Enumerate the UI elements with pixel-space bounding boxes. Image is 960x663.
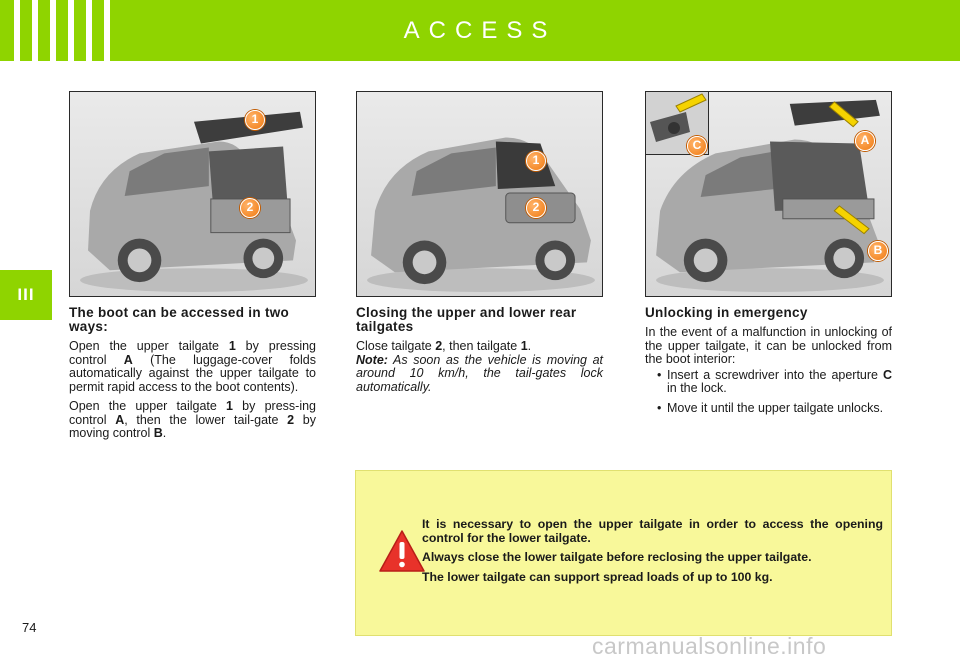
ref-label: 1 xyxy=(228,339,236,353)
ref-label: A xyxy=(115,412,125,427)
text-run: . xyxy=(162,426,167,440)
warning-line: Always close the lower tailgate before reclosing the upper tailgate. xyxy=(422,550,812,564)
text-run: Open the upper tailgate xyxy=(69,399,227,413)
text-run: Insert a screwdriver into the aperture xyxy=(667,367,883,382)
page-title: ACCESS xyxy=(403,17,557,44)
ref-label: 1 xyxy=(226,399,233,413)
ref-label: C xyxy=(882,367,892,382)
car-closed-tailgates-image xyxy=(356,91,603,297)
list-item: • Move it until the upper tailgate unlocks. xyxy=(657,402,892,416)
paragraph xyxy=(69,340,316,394)
warning-line: It is necessary to open the upper tailgate in order to access the opening control for the lower tailgate. xyxy=(422,517,883,545)
section-heading: Unlocking in emergency xyxy=(645,305,808,320)
text-run: by pressing control xyxy=(69,339,316,367)
text-run: , then tailgate xyxy=(442,339,521,353)
watermark: carmanualsonline.info xyxy=(592,633,827,659)
chapter-tab: III xyxy=(0,270,52,320)
callout-badge: B xyxy=(868,241,888,261)
callout-badge: C xyxy=(687,136,707,156)
ref-label: A xyxy=(123,352,133,367)
emergency-unlock-section xyxy=(645,306,892,421)
ref-label: 1 xyxy=(520,339,528,353)
text-run: by press-ing control xyxy=(69,399,316,427)
text-run: , then the lower tail-gate xyxy=(124,412,288,427)
ref-label: 2 xyxy=(435,339,443,353)
warning-box xyxy=(355,470,892,636)
instruction-list xyxy=(657,369,892,416)
ref-label: 2 xyxy=(287,412,295,427)
text-run: . xyxy=(527,339,532,353)
text-run: by moving control xyxy=(69,412,316,440)
car-open-upper-tailgate-image xyxy=(69,91,316,297)
text-run: Open the upper tailgate xyxy=(69,339,229,353)
paragraph: In the event of a malfunction in unlocking of the upper tailgate, it can be unlocked from the boot interior: xyxy=(645,325,892,366)
callout-badge: 2 xyxy=(526,198,546,218)
paragraph xyxy=(69,400,316,441)
callout-badge: 2 xyxy=(240,198,260,218)
warning-text xyxy=(422,518,883,590)
warning-triangle-icon xyxy=(378,529,426,573)
note-label: Note: xyxy=(356,352,388,367)
paragraph xyxy=(356,340,603,354)
note-paragraph xyxy=(356,354,603,395)
section-heading: The boot can be accessed in two ways: xyxy=(69,305,290,334)
ref-label: B xyxy=(153,426,163,440)
callout-badge: 1 xyxy=(526,151,546,171)
section-header xyxy=(0,0,960,61)
closing-tailgates-section xyxy=(356,306,603,400)
section-heading: Closing the upper and lower rear tailgates xyxy=(356,305,577,334)
callout-badge: A xyxy=(855,131,875,151)
text-run: (The luggage-cover folds automatically against the upper tailgate to permit rapid access to the boot contents). xyxy=(69,352,316,394)
warning-line: The lower tailgate can support spread loads of up to 100 kg. xyxy=(422,569,773,584)
page-number: 74 xyxy=(22,620,37,635)
list-item xyxy=(657,369,892,396)
text-run: Close tailgate xyxy=(356,339,436,353)
text-run: As soon as the vehicle is moving at around 10 km/h, the tail-gates lock automatically. xyxy=(356,352,603,394)
text-run: in the lock. xyxy=(667,381,727,395)
boot-access-section xyxy=(69,306,316,447)
callout-badge: 1 xyxy=(245,110,265,130)
